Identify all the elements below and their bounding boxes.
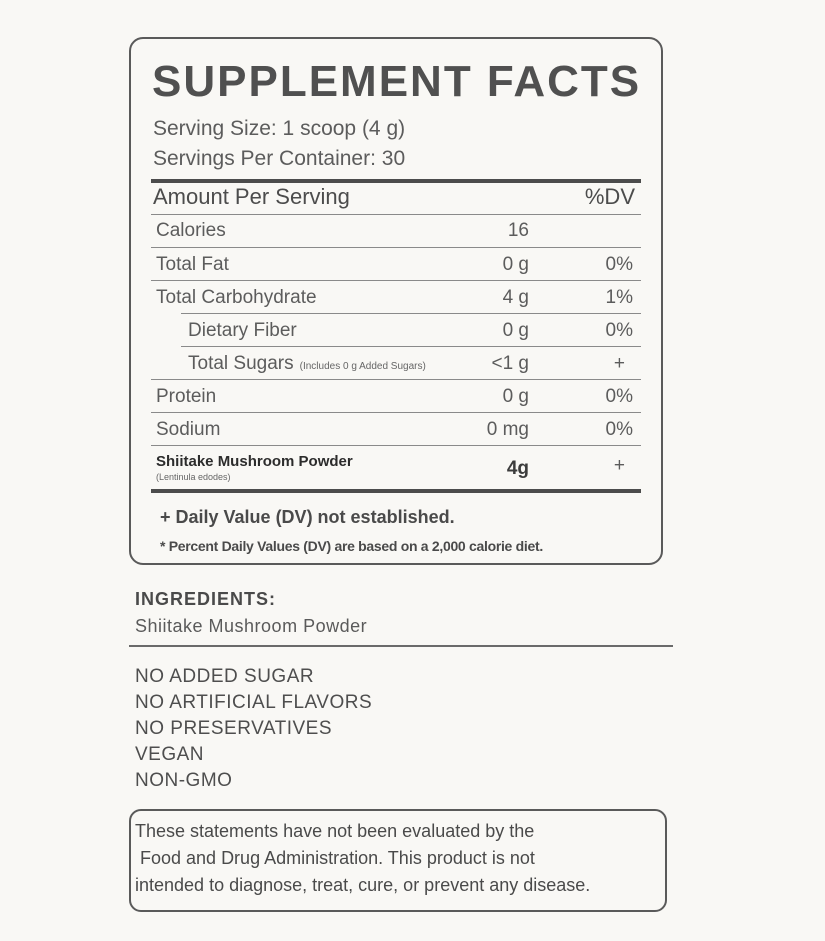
dv-header: %DV <box>584 184 635 209</box>
nutrient-label: Total Fat <box>156 254 229 275</box>
claims-list <box>135 664 372 794</box>
nutrient-amount: 4 g <box>502 287 529 308</box>
ingredient-row-label: Shiitake Mushroom Powder <box>156 453 353 470</box>
nutrient-amount: 16 <box>507 220 529 241</box>
claim-item: NON-GMO <box>135 770 233 791</box>
claim-item: NO ARTIFICIAL FLAVORS <box>135 692 373 713</box>
row-divider <box>181 313 641 314</box>
nutrient-amount: 0 g <box>502 386 529 407</box>
nutrient-amount: 0 g <box>502 320 529 341</box>
nutrient-dv: 0% <box>605 254 633 275</box>
disclaimer-line: These statements have not been evaluated by the <box>135 821 535 841</box>
claim-item: VEGAN <box>135 744 205 765</box>
nutrient-label: Protein <box>156 386 217 407</box>
ingredients-text: Shiitake Mushroom Powder <box>135 616 368 636</box>
row-divider <box>151 412 641 413</box>
servings-per-container: Servings Per Container: 30 <box>153 147 406 170</box>
claim-item: NO ADDED SUGAR <box>135 666 315 687</box>
nutrient-dv: + <box>613 353 625 374</box>
row-divider <box>151 280 641 281</box>
percent-dv-note: * Percent Daily Values (DV) are based on a 2,000 calorie diet. <box>160 538 543 554</box>
row-divider <box>151 214 641 215</box>
nutrient-label <box>188 353 426 378</box>
nutrient-dv: 0% <box>605 320 633 341</box>
ingredient-row-dv: + <box>613 455 625 476</box>
nutrient-dv: 1% <box>605 287 633 308</box>
disclaimer-line: Food and Drug Administration. This product is not <box>135 848 535 868</box>
nutrient-amount: 0 mg <box>486 419 529 440</box>
ingredients-heading: INGREDIENTS: <box>135 589 277 609</box>
disclaimer-line: intended to diagnose, treat, cure, or prevent any disease. <box>135 875 591 895</box>
nutrient-dv: 0% <box>605 386 633 407</box>
panel-title: SUPPLEMENT FACTS <box>152 57 642 106</box>
thick-divider <box>151 489 641 493</box>
dv-not-established-note: + Daily Value (DV) not established. <box>160 507 455 527</box>
row-divider <box>151 379 641 380</box>
row-divider <box>181 346 641 347</box>
nutrient-label: Sodium <box>156 419 221 440</box>
nutrient-dv: 0% <box>605 419 633 440</box>
nutrient-label: Dietary Fiber <box>188 320 297 341</box>
nutrient-label: Calories <box>156 220 226 241</box>
ingredients-divider <box>129 645 673 647</box>
nutrient-label: Total Carbohydrate <box>156 287 317 308</box>
ingredient-row-amount: 4g <box>506 458 529 479</box>
total-sugars-label: Total Sugars <box>188 353 294 374</box>
fda-disclaimer <box>135 818 675 899</box>
nutrient-amount: 0 g <box>502 254 529 275</box>
added-sugars-note: (Includes 0 g Added Sugars) <box>299 361 426 372</box>
scientific-name: (Lentinula edodes) <box>156 472 231 482</box>
amount-per-serving-header: Amount Per Serving <box>153 184 350 209</box>
serving-size: Serving Size: 1 scoop (4 g) <box>153 117 406 140</box>
nutrient-amount: <1 g <box>491 353 529 374</box>
thick-divider <box>151 179 641 183</box>
row-divider <box>151 445 641 446</box>
claim-item: NO PRESERVATIVES <box>135 718 332 739</box>
row-divider <box>151 247 641 248</box>
